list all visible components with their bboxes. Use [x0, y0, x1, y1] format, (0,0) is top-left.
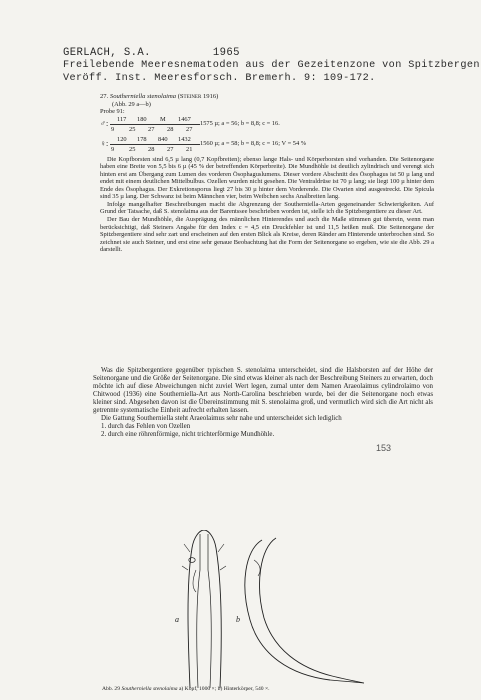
reference-year: 1965: [212, 47, 240, 59]
discussion-paragraph: Infolge mangelhafter Beschreibungen macht die Abgrenzung der Southerniella-Arten gegeneinander Schwierigkeiten. Auf Grund der Tatsache, daß S. stenolaima aus der Barentssee beschrieben worden ist, stelle ich die Spitzbergentiere zu dieser Art.: [100, 200, 434, 216]
genus-paragraph: Die Gattung Southerniella steht Araeolaimus sehr nahe und unterscheidet sich lediglich: [101, 415, 342, 423]
probe-label: Probe 91:: [100, 108, 125, 116]
list-item: 2. durch eine röhrenförmige, nicht trichterförmige Mundhöhle.: [101, 431, 275, 439]
handwritten-page-number: 153: [376, 443, 392, 453]
female-result: 1560 µ; a = 58; b = 8,8; c = 16; V = 54 %: [200, 139, 307, 147]
morphology-paragraph: Der Bau der Mundhöhle, die Ausprägung des männlichen Hinterendes und auch die Maße stimmen gut überein, wenn man berücksichtigt, daß Steiners Angabe für den Index c = 4,5 ein Druckfehler ist und 11,5 heißen muß. Die Seitenorgane der Spitzbergentiere sind sehr zart und erscheinen auf den ersten Blick als Kreise, deren Ränder am Hinterende unterbrochen sind. So zeichnet sie auch Steiner, und erst eine sehr genaue Beobachtung hat die Form der Seitenorgane so ergeben, wie sie die Abb. 29 a darstellt.: [100, 216, 434, 254]
fraction-bar: [110, 144, 200, 145]
tail-drawing: [245, 538, 364, 683]
figure-reference: (Abb. 29 a—b): [112, 100, 151, 108]
male-result: 1575 µ; a = 56; b = 8,8; c = 16.: [200, 119, 280, 127]
male-symbol: ♂:: [100, 118, 109, 128]
comparison-paragraph: Was die Spitzbergentiere gegenüber typischen S. stenolaima unterscheidet, sind die Halsborsten auf der Höhe der Seitenorgane und die Größe der Seitenorgane. Die sind etwas kleiner als nach der Beschreibung Steiners zu erwarten, doch möchte ich auf diese Abweichungen nicht zuviel Wert legen, zumal unter dem Namen Araeolaimus cylindrolaimo von Chitwood (1936) eine Southerniella-Art aus North-Carolina beschrieben wurde, bei der die Seitenorgane noch etwas kleiner sind. Abgesehen davon ist die Übereinstimmung mit S. stenolaima groß, und vermutlich wird sich die Art nicht als getrennte systematische Einheit aufrecht erhalten lassen.: [93, 367, 433, 415]
description-paragraph: Die Kopfborsten sind 6,5 µ lang (0,7 Kopfbreiten); ebenso lange Hals- und Körperborsten sind vorhanden. Die Seitenorgane haben eine Breite von 5,5 bis 6 µ (45 % der betreffenden Körperbreite). Die Mundhöhle ist deutlich zylindrisch und verengt sich hinten erst am Übergang zum Lumen des vorderen Ösophaguslumens. Dieser vordere Abschnitt des Ösophagus ist 50 µ lang und endet mit einem deutlichen Mittelbulbus. Ozellen wurden nicht gesehen. Die Ventraldrüse ist 70 µ lang; sie liegt 100 µ hinter dem Ende des Ösophagus. Der Exkretionsporus liegt 27 bis 30 µ hinter dem Vorderende. Die Ovarien sind ausgestreckt. Die Spicula sind 35 µ lang. Der Schwanz ist beim Männchen vier, beim Weibchen sechs Analbreiten lang.: [100, 155, 434, 201]
nematode-figure: [170, 530, 370, 690]
comparison-text: [93, 367, 433, 439]
figure-label-b: b: [236, 615, 240, 624]
fraction-bar: [110, 124, 200, 125]
list-item: 1. durch das Fehlen von Ozellen: [101, 423, 191, 431]
reference-title: Freilebende Meeresnematoden aus der Gezeitenzone von Spitzbergen: [63, 60, 480, 71]
text-clipping: [100, 93, 434, 254]
reference-author-line: [63, 47, 240, 59]
figure-caption: Abb. 29 Southerniella stenolaima a) Kopf, 1000 ×; b) Hinterkörper, 540 ×.: [102, 686, 270, 692]
figure-label-a: a: [175, 615, 179, 624]
head-drawing: [182, 530, 226, 688]
female-symbol: ♀:: [100, 138, 109, 148]
female-formula: ♀: 120 178 840 1432 9 25 28 27 21 1560 µ; a = 58; b = 8,8; c = 16; V = 54 %: [100, 135, 307, 153]
species-heading: 27. Southerniella stenolaima (Steiner 1916): [100, 93, 219, 100]
species-name: Southerniella stenolaima: [109, 93, 177, 100]
reference-author: GERLACH, S.A.: [63, 47, 151, 59]
male-formula: ♂: 117 180 M 1467 9 25 27 28 27 1575 µ; a = 56; b = 8,8; c = 16.: [100, 115, 280, 133]
reference-source: Veröff. Inst. Meeresforsch. Bremerh. 9: 109-172.: [63, 73, 376, 84]
